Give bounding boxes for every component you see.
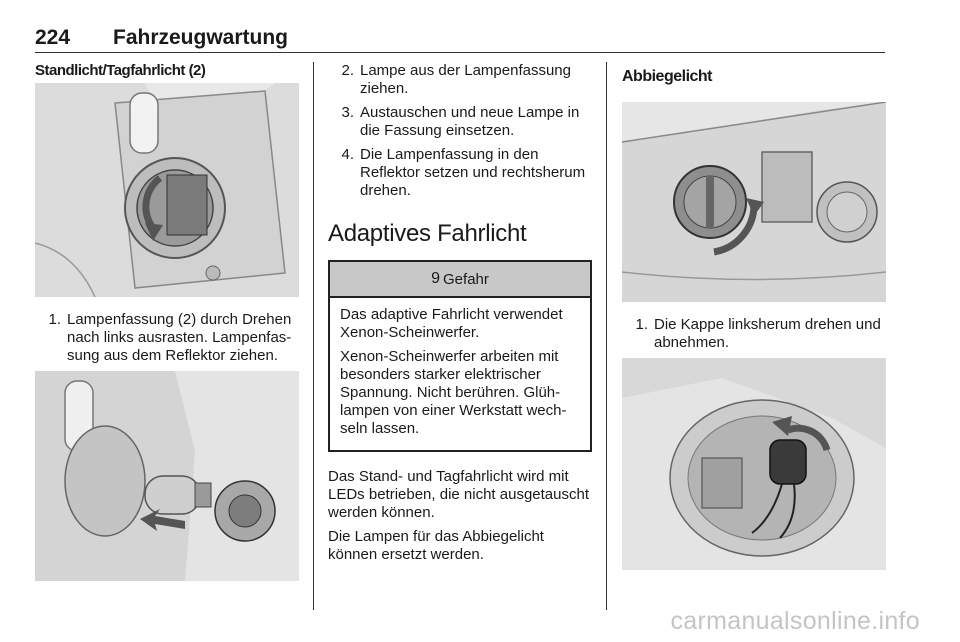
step-number: 1. xyxy=(635,316,648,333)
danger-icon: 9 xyxy=(431,270,441,287)
list-item xyxy=(35,311,299,365)
page-number: 224 xyxy=(35,26,71,49)
steps-list-col2 xyxy=(328,62,592,200)
column-divider-right xyxy=(606,62,607,610)
steps-list-col1 xyxy=(35,311,299,365)
column-divider-left xyxy=(313,62,314,610)
column-1 xyxy=(35,62,299,581)
list-item xyxy=(328,62,592,98)
step-number: 4. xyxy=(341,146,354,163)
chapter-title: Fahrzeugwartung xyxy=(113,26,289,49)
list-item xyxy=(622,316,886,352)
figure-lamp-socket-rotate xyxy=(35,83,299,297)
step-text: Austauschen und neue Lampe in die Fassung einsetzen. xyxy=(360,104,580,139)
warning-paragraph: Xenon-Scheinwerfer arbeiten mit besonders starker elektrischer Spannung. Nicht berühren. Glühlampen von einer Werkstatt wechseln lassen. xyxy=(340,348,567,437)
page-header xyxy=(35,24,885,53)
warning-title: Gefahr xyxy=(443,270,489,288)
column-2 xyxy=(328,62,592,570)
list-item xyxy=(328,104,592,140)
subheading-abbiegelicht: Abbiegelicht xyxy=(622,68,713,85)
step-text: Lampenfassung (2) durch Drehen nach links ausrasten. Lampenfassung aus dem Reflektor ziehen. xyxy=(67,311,292,364)
subheading-standlicht: Standlicht/Tagfahrlicht (2) xyxy=(35,62,206,79)
figure-headlight-cap xyxy=(622,102,886,302)
figure-bulb-removal xyxy=(35,371,299,581)
warning-paragraph: Das adaptive Fahrlicht verwendet Xenon-Scheinwerfer. xyxy=(340,306,563,341)
body-paragraph: Das Stand- und Tagfahrlicht wird mit LEDs betrieben, die nicht ausgetauscht werden können. xyxy=(328,468,589,521)
step-number: 1. xyxy=(48,311,61,328)
watermark: carmanualsonline.info xyxy=(670,607,920,635)
body-paragraph: Die Lampen für das Abbiegelicht können ersetzt werden. xyxy=(328,528,544,563)
section-title-adaptives-fahrlicht: Adaptives Fahrlicht xyxy=(328,220,527,247)
column-3 xyxy=(622,62,886,570)
list-item xyxy=(328,146,592,200)
steps-list-col3 xyxy=(622,316,886,352)
step-number: 3. xyxy=(341,104,354,121)
figure-turning-light-bulb xyxy=(622,358,886,570)
step-text: Die Kappe linksherum drehen und abnehmen. xyxy=(654,316,881,351)
step-text: Die Lampenfassung in den Reflektor setzen und rechtsherum drehen. xyxy=(360,146,586,199)
step-text: Lampe aus der Lampenfassung ziehen. xyxy=(360,62,571,97)
warning-box xyxy=(328,260,592,452)
warning-header xyxy=(330,262,590,298)
step-number: 2. xyxy=(341,62,354,79)
warning-body xyxy=(330,298,590,450)
